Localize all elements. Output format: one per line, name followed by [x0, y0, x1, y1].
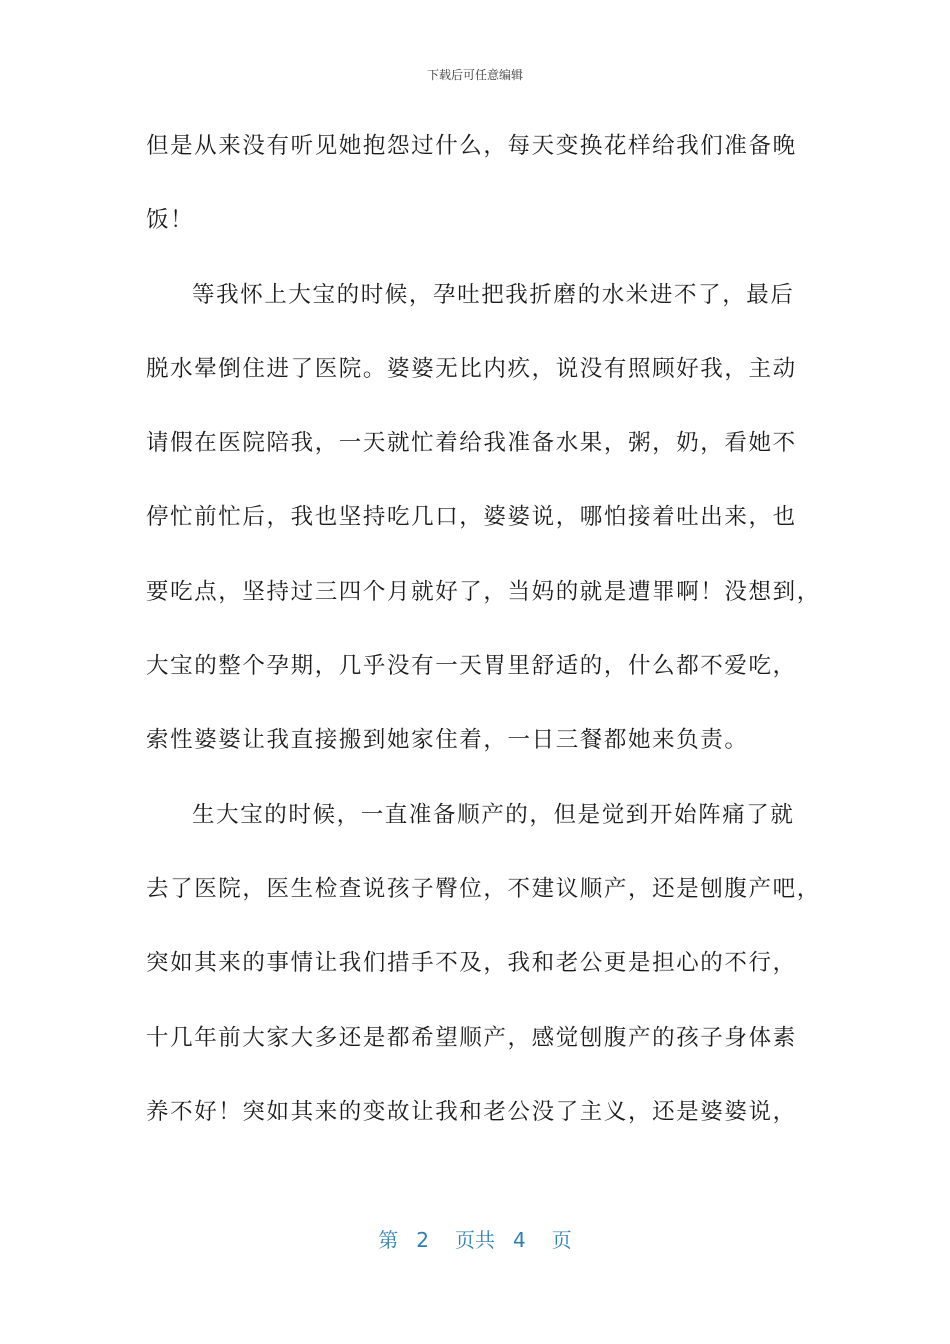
text-line: 养不好！突如其来的变故让我和老公没了主义，还是婆婆说， — [146, 1098, 797, 1125]
footer-prefix: 第 — [378, 1228, 399, 1252]
page-footer — [0, 1224, 950, 1253]
text-line: 脱水晕倒住进了医院。婆婆无比内疚，说没有照顾好我，主动 — [146, 355, 797, 382]
text-line: 去了医院，医生检查说孩子臀位，不建议顺产，还是刨腹产吧， — [146, 875, 821, 902]
body-text — [146, 126, 821, 1166]
text-line: 饭！ — [146, 207, 195, 234]
text-line: 要吃点，坚持过三四个月就好了，当妈的就是遭罪啊！没想到， — [146, 578, 821, 605]
text-line: 索性婆婆让我直接搬到她家住着，一日三餐都她来负责。 — [146, 727, 749, 754]
header-note: 下载后可任意编辑 — [426, 68, 523, 82]
total-pages-number: 4 — [513, 1228, 526, 1252]
text-line: 但是从来没有听见她抱怨过什么，每天变换花样给我们准备晚 — [146, 133, 797, 159]
text-line: 请假在医院陪我，一天就忙着给我准备水果，粥，奶，看她不 — [146, 430, 797, 457]
text-line: 等我怀上大宝的时候，孕吐把我折磨的水米进不了，最后 — [192, 281, 795, 308]
current-page-number: 2 — [416, 1228, 429, 1252]
text-line: 突如其来的事情让我们措手不及，我和老公更是担心的不行， — [146, 950, 797, 977]
footer-middle: 页共 — [455, 1228, 495, 1252]
footer-suffix: 页 — [551, 1228, 572, 1252]
text-line: 生大宝的时候，一直准备顺产的，但是觉到开始阵痛了就 — [192, 801, 795, 828]
text-line: 十几年前大家大多还是都希望顺产，感觉刨腹产的孩子身体素 — [146, 1024, 797, 1051]
text-line: 停忙前忙后，我也坚持吃几口，婆婆说，哪怕接着吐出来，也 — [146, 504, 797, 531]
text-line: 大宝的整个孕期，几乎没有一天胃里舒适的，什么都不爱吃， — [146, 653, 797, 680]
